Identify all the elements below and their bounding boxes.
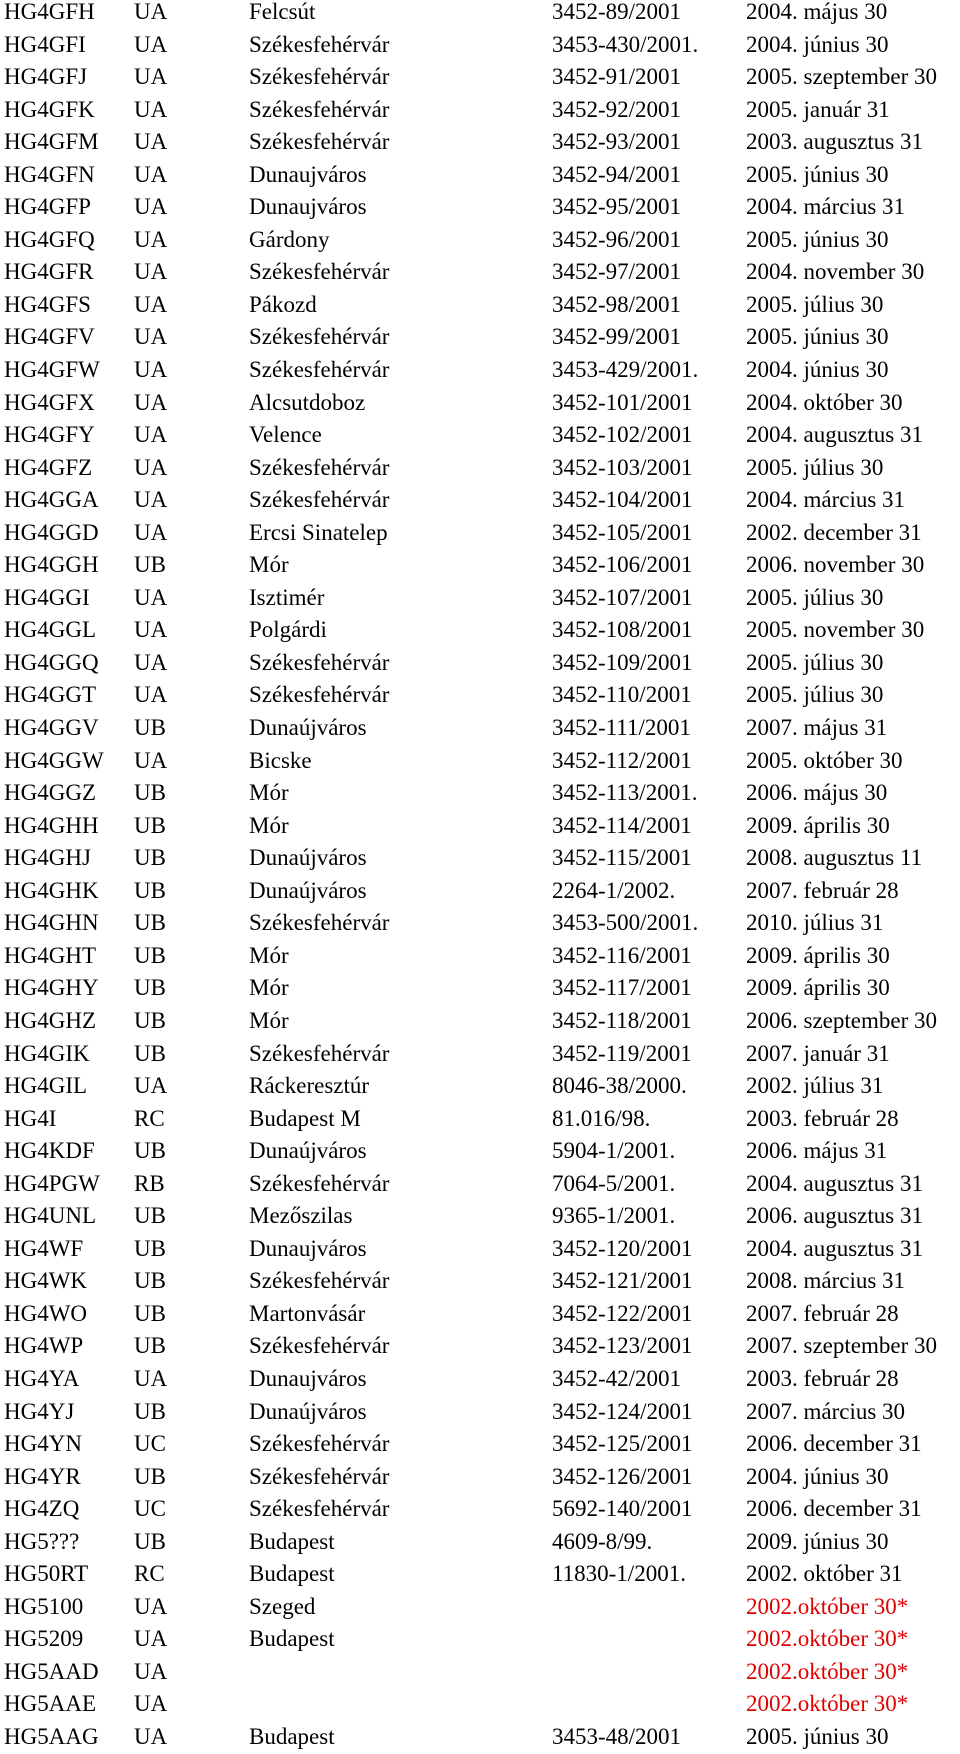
callsign-cell: HG4WF — [4, 1235, 84, 1261]
license-class-cell: UB — [134, 1528, 166, 1554]
license-class-cell: UB — [134, 975, 166, 1001]
expiry-date-cell: 2004. augusztus 31 — [746, 422, 923, 448]
expiry-date-cell: 2002.október 30* — [746, 1658, 909, 1684]
permit-number-cell: 3452-105/2001 — [552, 519, 693, 545]
permit-number-cell: 3452-102/2001 — [552, 422, 693, 448]
city-cell: Székesfehérvár — [249, 454, 390, 480]
city-cell: Székesfehérvár — [249, 64, 390, 90]
expiry-date-cell: 2009. április 30 — [746, 975, 890, 1001]
city-cell: Ercsi Sinatelep — [249, 519, 388, 545]
permit-number-cell: 3452-111/2001 — [552, 715, 691, 741]
expiry-date-cell: 2006. augusztus 31 — [746, 1203, 923, 1229]
permit-number-cell: 3452-91/2001 — [552, 64, 682, 90]
city-cell: Dunaujváros — [249, 1365, 367, 1391]
expiry-date-cell: 2004. augusztus 31 — [746, 1235, 923, 1261]
license-class-cell: UB — [134, 1333, 166, 1359]
city-cell: Székesfehérvár — [249, 487, 390, 513]
permit-number-cell: 3452-110/2001 — [552, 682, 692, 708]
callsign-cell: HG5AAG — [4, 1723, 99, 1749]
callsign-cell: HG4GIL — [4, 1073, 88, 1099]
license-class-cell: UB — [134, 780, 166, 806]
callsign-cell: HG4GHT — [4, 942, 96, 968]
permit-number-cell: 3452-89/2001 — [552, 0, 682, 24]
expiry-date-cell: 2004. május 30 — [746, 0, 888, 24]
callsign-cell: HG4GFN — [4, 161, 95, 187]
city-cell: Dunaújváros — [249, 1138, 367, 1164]
expiry-date-cell: 2004. március 31 — [746, 194, 906, 220]
permit-number-cell: 3452-115/2001 — [552, 845, 692, 871]
permit-number-cell: 3453-429/2001. — [552, 357, 699, 383]
license-class-cell: UA — [134, 64, 168, 90]
license-class-cell: UB — [134, 1203, 166, 1229]
permit-number-cell: 3452-113/2001. — [552, 780, 698, 806]
license-class-cell: UB — [134, 1398, 166, 1424]
license-class-cell: RC — [134, 1561, 165, 1587]
permit-number-cell: 3453-500/2001. — [552, 910, 699, 936]
callsign-cell: HG4GFI — [4, 31, 86, 57]
license-class-cell: UB — [134, 1235, 166, 1261]
license-class-cell: UB — [134, 552, 166, 578]
license-class-cell: UC — [134, 1431, 166, 1457]
callsign-cell: HG4GHH — [4, 812, 99, 838]
expiry-date-cell: 2007. március 30 — [746, 1398, 906, 1424]
permit-number-cell: 3452-109/2001 — [552, 649, 693, 675]
callsign-cell: HG4GFY — [4, 422, 95, 448]
license-class-cell: UB — [134, 942, 166, 968]
callsign-cell: HG4GFW — [4, 357, 100, 383]
city-cell: Dunaújváros — [249, 1398, 367, 1424]
callsign-cell: HG4WO — [4, 1300, 88, 1326]
city-cell: Székesfehérvár — [249, 129, 390, 155]
expiry-date-cell: 2007. február 28 — [746, 1300, 899, 1326]
city-cell: Gárdony — [249, 226, 330, 252]
permit-number-cell: 7064-5/2001. — [552, 1170, 676, 1196]
callsign-cell: HG50RT — [4, 1561, 89, 1587]
license-class-cell: UB — [134, 910, 166, 936]
callsign-cell: HG4GFK — [4, 96, 95, 122]
expiry-date-cell: 2006. szeptember 30 — [746, 1007, 937, 1033]
city-cell: Isztimér — [249, 584, 325, 610]
city-cell: Mór — [249, 975, 289, 1001]
city-cell: Polgárdi — [249, 617, 327, 643]
city-cell: Mezőszilas — [249, 1203, 353, 1229]
callsign-cell: HG4GFQ — [4, 226, 95, 252]
expiry-date-cell: 2003. augusztus 31 — [746, 129, 923, 155]
city-cell: Székesfehérvár — [249, 1431, 390, 1457]
city-cell: Dunaujváros — [249, 194, 367, 220]
callsign-cell: HG4WK — [4, 1268, 88, 1294]
city-cell: Ráckeresztúr — [249, 1073, 370, 1099]
city-cell: Budapest — [249, 1626, 335, 1652]
permit-number-cell: 3452-93/2001 — [552, 129, 682, 155]
permit-number-cell: 3452-42/2001 — [552, 1365, 682, 1391]
callsign-cell: HG4YN — [4, 1431, 82, 1457]
license-class-cell: UB — [134, 1463, 166, 1489]
expiry-date-cell: 2005. szeptember 30 — [746, 64, 937, 90]
city-cell: Mór — [249, 780, 289, 806]
license-class-cell: UB — [134, 1040, 166, 1066]
callsign-cell: HG4GFM — [4, 129, 99, 155]
expiry-date-cell: 2009. június 30 — [746, 1528, 889, 1554]
callsign-cell: HG4GHK — [4, 877, 99, 903]
callsign-cell: HG4I — [4, 1105, 57, 1131]
callsign-cell: HG4GHJ — [4, 845, 91, 871]
callsign-cell: HG4YJ — [4, 1398, 75, 1424]
expiry-date-cell: 2005. július 30 — [746, 649, 884, 675]
callsign-cell: HG4GGT — [4, 682, 96, 708]
license-class-cell: UA — [134, 649, 168, 675]
city-cell: Mór — [249, 812, 289, 838]
expiry-date-cell: 2007. szeptember 30 — [746, 1333, 937, 1359]
license-class-cell: UA — [134, 291, 168, 317]
permit-number-cell: 3453-430/2001. — [552, 31, 699, 57]
permit-number-cell: 8046-38/2000. — [552, 1073, 687, 1099]
permit-number-cell: 3452-96/2001 — [552, 226, 682, 252]
expiry-date-cell: 2003. február 28 — [746, 1365, 899, 1391]
permit-number-cell: 3452-112/2001 — [552, 747, 692, 773]
expiry-date-cell: 2002. július 31 — [746, 1073, 884, 1099]
expiry-date-cell: 2002. október 31 — [746, 1561, 903, 1587]
callsign-cell: HG4GFX — [4, 389, 95, 415]
permit-number-cell: 3452-117/2001 — [552, 975, 692, 1001]
expiry-date-cell: 2002.október 30* — [746, 1691, 909, 1717]
city-cell: Székesfehérvár — [249, 1170, 390, 1196]
city-cell: Budapest — [249, 1561, 335, 1587]
expiry-date-cell: 2009. április 30 — [746, 812, 890, 838]
expiry-date-cell: 2010. július 31 — [746, 910, 884, 936]
expiry-date-cell: 2006. december 31 — [746, 1431, 922, 1457]
callsign-cell: HG4ZQ — [4, 1496, 80, 1522]
permit-number-cell: 11830-1/2001. — [552, 1561, 686, 1587]
callsign-cell: HG4GFS — [4, 291, 91, 317]
license-class-cell: UB — [134, 812, 166, 838]
license-class-cell: UA — [134, 1593, 168, 1619]
license-class-cell: UA — [134, 1691, 168, 1717]
expiry-date-cell: 2004. június 30 — [746, 357, 889, 383]
city-cell: Székesfehérvár — [249, 910, 390, 936]
callsign-cell: HG4GGZ — [4, 780, 96, 806]
permit-number-cell: 81.016/98. — [552, 1105, 651, 1131]
license-class-cell: UA — [134, 161, 168, 187]
callsign-cell: HG4GGA — [4, 487, 99, 513]
callsign-cell: HG4GGV — [4, 715, 99, 741]
city-cell: Dunaújváros — [249, 877, 367, 903]
expiry-date-cell: 2004. június 30 — [746, 1463, 889, 1489]
license-class-cell: UB — [134, 1268, 166, 1294]
permit-number-cell: 3452-94/2001 — [552, 161, 682, 187]
license-class-cell: UB — [134, 877, 166, 903]
permit-number-cell: 9365-1/2001. — [552, 1203, 676, 1229]
license-class-cell: UA — [134, 454, 168, 480]
permit-number-cell: 3452-104/2001 — [552, 487, 693, 513]
permit-number-cell: 4609-8/99. — [552, 1528, 653, 1554]
permit-number-cell: 3452-99/2001 — [552, 324, 682, 350]
callsign-cell: HG4UNL — [4, 1203, 96, 1229]
expiry-date-cell: 2005. július 30 — [746, 584, 884, 610]
callsign-cell: HG4GFR — [4, 259, 94, 285]
license-class-cell: UA — [134, 1723, 168, 1749]
permit-number-cell: 3452-124/2001 — [552, 1398, 693, 1424]
expiry-date-cell: 2004. november 30 — [746, 259, 925, 285]
permit-number-cell: 3452-126/2001 — [552, 1463, 693, 1489]
city-cell: Székesfehérvár — [249, 682, 390, 708]
expiry-date-cell: 2004. június 30 — [746, 31, 889, 57]
license-class-cell: UA — [134, 1626, 168, 1652]
expiry-date-cell: 2006. december 31 — [746, 1496, 922, 1522]
expiry-date-cell: 2003. február 28 — [746, 1105, 899, 1131]
city-cell: Székesfehérvár — [249, 1333, 390, 1359]
license-class-cell: UB — [134, 1300, 166, 1326]
callsign-cell: HG4GFH — [4, 0, 95, 24]
license-class-cell: RC — [134, 1105, 165, 1131]
expiry-date-cell: 2004. március 31 — [746, 487, 906, 513]
license-class-cell: UA — [134, 129, 168, 155]
permit-number-cell: 3452-120/2001 — [552, 1235, 693, 1261]
callsign-cell: HG5100 — [4, 1593, 84, 1619]
city-cell: Székesfehérvár — [249, 357, 390, 383]
callsign-cell: HG4GGQ — [4, 649, 99, 675]
expiry-date-cell: 2006. november 30 — [746, 552, 925, 578]
permit-number-cell: 3453-48/2001 — [552, 1723, 682, 1749]
permit-number-cell: 3452-108/2001 — [552, 617, 693, 643]
license-class-cell: UA — [134, 31, 168, 57]
city-cell: Dunaújváros — [249, 845, 367, 871]
permit-number-cell: 3452-107/2001 — [552, 584, 693, 610]
expiry-date-cell: 2008. augusztus 11 — [746, 845, 923, 871]
callsign-cell: HG4GGH — [4, 552, 99, 578]
license-class-cell: UA — [134, 324, 168, 350]
city-cell: Alcsutdoboz — [249, 389, 366, 415]
callsign-cell: HG5??? — [4, 1528, 80, 1554]
permit-number-cell: 3452-123/2001 — [552, 1333, 693, 1359]
license-class-cell: UA — [134, 747, 168, 773]
callsign-cell: HG5209 — [4, 1626, 84, 1652]
license-class-cell: UA — [134, 519, 168, 545]
permit-number-cell: 3452-97/2001 — [552, 259, 682, 285]
city-cell: Székesfehérvár — [249, 1040, 390, 1066]
license-class-cell: UA — [134, 96, 168, 122]
permit-number-cell: 3452-116/2001 — [552, 942, 692, 968]
license-class-cell: UA — [134, 682, 168, 708]
city-cell: Székesfehérvár — [249, 1463, 390, 1489]
expiry-date-cell: 2005. január 31 — [746, 96, 890, 122]
city-cell: Székesfehérvár — [249, 1496, 390, 1522]
permit-number-cell: 5904-1/2001. — [552, 1138, 676, 1164]
license-class-cell: UA — [134, 1073, 168, 1099]
callsign-cell: HG5AAD — [4, 1658, 99, 1684]
license-class-cell: UB — [134, 715, 166, 741]
city-cell: Székesfehérvár — [249, 1268, 390, 1294]
callsign-cell: HG4GGW — [4, 747, 104, 773]
expiry-date-cell: 2005. június 30 — [746, 226, 889, 252]
permit-number-cell: 3452-106/2001 — [552, 552, 693, 578]
license-class-cell: UA — [134, 389, 168, 415]
license-class-cell: UA — [134, 357, 168, 383]
permit-number-cell: 3452-114/2001 — [552, 812, 692, 838]
license-class-cell: UA — [134, 584, 168, 610]
callsign-cell: HG4GGL — [4, 617, 96, 643]
expiry-date-cell: 2005. október 30 — [746, 747, 903, 773]
license-class-cell: UC — [134, 1496, 166, 1522]
callsign-cell: HG4GFV — [4, 324, 95, 350]
expiry-date-cell: 2007. január 31 — [746, 1040, 890, 1066]
permit-number-cell: 3452-98/2001 — [552, 291, 682, 317]
city-cell: Mór — [249, 1007, 289, 1033]
city-cell: Dunaujváros — [249, 161, 367, 187]
callsign-cell: HG4GFJ — [4, 64, 88, 90]
license-class-cell: UA — [134, 1658, 168, 1684]
license-class-cell: UA — [134, 487, 168, 513]
expiry-date-cell: 2007. február 28 — [746, 877, 899, 903]
callsign-cell: HG4YA — [4, 1365, 80, 1391]
expiry-date-cell: 2005. július 30 — [746, 291, 884, 317]
callsign-cell: HG4YR — [4, 1463, 81, 1489]
expiry-date-cell: 2004. augusztus 31 — [746, 1170, 923, 1196]
license-class-cell: UA — [134, 1365, 168, 1391]
expiry-date-cell: 2005. június 30 — [746, 1723, 889, 1749]
expiry-date-cell: 2008. március 31 — [746, 1268, 906, 1294]
expiry-date-cell: 2004. október 30 — [746, 389, 903, 415]
expiry-date-cell: 2005. november 30 — [746, 617, 925, 643]
city-cell: Székesfehérvár — [249, 31, 390, 57]
city-cell: Székesfehérvár — [249, 259, 390, 285]
permit-number-cell: 3452-103/2001 — [552, 454, 693, 480]
expiry-date-cell: 2002. december 31 — [746, 519, 922, 545]
callsign-cell: HG4WP — [4, 1333, 84, 1359]
city-cell: Székesfehérvár — [249, 324, 390, 350]
callsign-cell: HG5AAE — [4, 1691, 96, 1717]
city-cell: Dunaujváros — [249, 1235, 367, 1261]
city-cell: Velence — [249, 422, 322, 448]
license-class-cell: UA — [134, 0, 168, 24]
city-cell: Dunaújváros — [249, 715, 367, 741]
callsign-cell: HG4KDF — [4, 1138, 95, 1164]
city-cell: Budapest — [249, 1528, 335, 1554]
city-cell: Mór — [249, 942, 289, 968]
expiry-date-cell: 2002.október 30* — [746, 1626, 909, 1652]
expiry-date-cell: 2005. július 30 — [746, 682, 884, 708]
license-class-cell: RB — [134, 1170, 165, 1196]
permit-number-cell: 3452-118/2001 — [552, 1007, 692, 1033]
callsign-cell: HG4GHN — [4, 910, 99, 936]
license-class-cell: UA — [134, 259, 168, 285]
callsign-cell: HG4GFZ — [4, 454, 93, 480]
callsign-cell: HG4GFP — [4, 194, 91, 220]
expiry-date-cell: 2005. június 30 — [746, 161, 889, 187]
city-cell: Budapest M — [249, 1105, 361, 1131]
expiry-date-cell: 2005. június 30 — [746, 324, 889, 350]
expiry-date-cell: 2009. április 30 — [746, 942, 890, 968]
expiry-date-cell: 2002.október 30* — [746, 1593, 909, 1619]
callsign-cell: HG4PGW — [4, 1170, 100, 1196]
city-cell: Pákozd — [249, 291, 317, 317]
callsign-cell: HG4GHZ — [4, 1007, 96, 1033]
callsign-cell: HG4GHY — [4, 975, 99, 1001]
city-cell: Székesfehérvár — [249, 96, 390, 122]
permit-number-cell: 3452-122/2001 — [552, 1300, 693, 1326]
permit-number-cell: 5692-140/2001 — [552, 1496, 693, 1522]
city-cell: Szeged — [249, 1593, 316, 1619]
city-cell: Martonvásár — [249, 1300, 366, 1326]
callsign-cell: HG4GGI — [4, 584, 90, 610]
expiry-date-cell: 2007. május 31 — [746, 715, 888, 741]
permit-number-cell: 3452-95/2001 — [552, 194, 682, 220]
permit-number-cell: 3452-121/2001 — [552, 1268, 693, 1294]
callsign-cell: HG4GGD — [4, 519, 99, 545]
city-cell: Budapest — [249, 1723, 335, 1749]
license-class-cell: UB — [134, 845, 166, 871]
permit-number-cell: 3452-119/2001 — [552, 1040, 692, 1066]
license-class-cell: UA — [134, 226, 168, 252]
permit-number-cell: 3452-92/2001 — [552, 96, 682, 122]
permit-number-cell: 3452-125/2001 — [552, 1431, 693, 1457]
city-cell: Székesfehérvár — [249, 649, 390, 675]
callsign-cell: HG4GIK — [4, 1040, 90, 1066]
city-cell: Felcsút — [249, 0, 316, 24]
permit-number-cell: 2264-1/2002. — [552, 877, 676, 903]
expiry-date-cell: 2005. július 30 — [746, 454, 884, 480]
city-cell: Bicske — [249, 747, 312, 773]
license-class-cell: UB — [134, 1007, 166, 1033]
permit-number-cell: 3452-101/2001 — [552, 389, 693, 415]
license-class-cell: UA — [134, 617, 168, 643]
city-cell: Mór — [249, 552, 289, 578]
license-class-cell: UA — [134, 422, 168, 448]
license-class-cell: UB — [134, 1138, 166, 1164]
expiry-date-cell: 2006. május 30 — [746, 780, 888, 806]
license-class-cell: UA — [134, 194, 168, 220]
expiry-date-cell: 2006. május 31 — [746, 1138, 888, 1164]
